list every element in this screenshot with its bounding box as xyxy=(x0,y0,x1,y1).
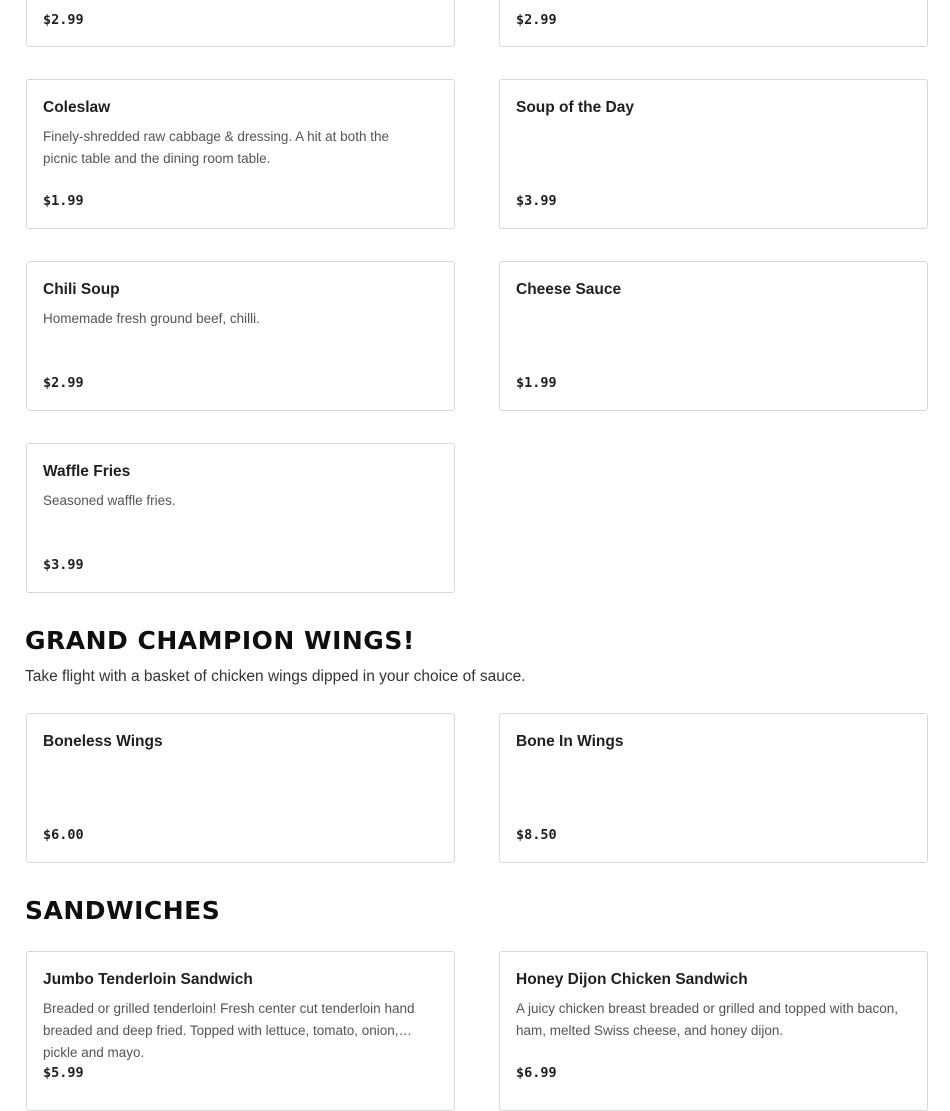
item-price: $2.99 xyxy=(43,375,84,391)
menu-item-card[interactable] xyxy=(499,0,928,47)
menu-item-card[interactable] xyxy=(499,261,928,411)
item-price: $2.99 xyxy=(43,12,84,28)
item-price: $5.99 xyxy=(43,1065,84,1081)
menu-item-card[interactable] xyxy=(26,261,455,411)
item-name: Chili Soup xyxy=(43,281,120,298)
section-description: Take flight with a basket of chicken wings dipped in your choice of sauce. xyxy=(25,668,526,685)
item-name: Honey Dijon Chicken Sandwich xyxy=(516,971,748,988)
item-price: $1.99 xyxy=(516,375,557,391)
menu-item-card[interactable] xyxy=(26,443,455,593)
menu-item-card[interactable] xyxy=(499,79,928,229)
item-description: Finely-shredded raw cabbage & dressing. A hit at both the picnic table and the dining room table. xyxy=(43,129,389,166)
item-description: Homemade fresh ground beef, chilli. xyxy=(43,311,260,326)
item-name: Bone In Wings xyxy=(516,733,624,750)
item-price: $3.99 xyxy=(43,557,84,573)
menu-item-card[interactable] xyxy=(26,713,455,863)
section-title: SANDWICHES xyxy=(25,896,221,925)
menu-item-card[interactable] xyxy=(499,713,928,863)
section-title: GRAND CHAMPION WINGS! xyxy=(25,626,415,655)
item-price: $2.99 xyxy=(516,12,557,28)
item-price: $6.00 xyxy=(43,827,84,843)
item-price: $1.99 xyxy=(43,193,84,209)
menu-item-card[interactable] xyxy=(499,951,928,1111)
menu-item-card[interactable] xyxy=(26,0,455,47)
item-description: Seasoned waffle fries. xyxy=(43,493,176,508)
item-description: Breaded or grilled tenderloin! Fresh center cut tenderloin hand breaded and deep fried. Topped with lettuce, tomato, onion, pickle and mayo. xyxy=(43,1001,415,1060)
item-price: $8.50 xyxy=(516,827,557,843)
item-name: Boneless Wings xyxy=(43,733,163,750)
item-price: $6.99 xyxy=(516,1065,557,1081)
menu-item-card[interactable] xyxy=(26,79,455,229)
menu-item-card[interactable] xyxy=(26,951,455,1111)
item-name: Jumbo Tenderloin Sandwich xyxy=(43,971,253,988)
item-price: $3.99 xyxy=(516,193,557,209)
item-name: Waffle Fries xyxy=(43,463,131,480)
item-name: Soup of the Day xyxy=(516,99,634,116)
item-name: Cheese Sauce xyxy=(516,281,622,298)
item-name: Coleslaw xyxy=(43,99,111,116)
item-description: A juicy chicken breast breaded or grilled and topped with bacon, ham, melted Swiss cheese, and honey dijon. xyxy=(516,1001,898,1038)
